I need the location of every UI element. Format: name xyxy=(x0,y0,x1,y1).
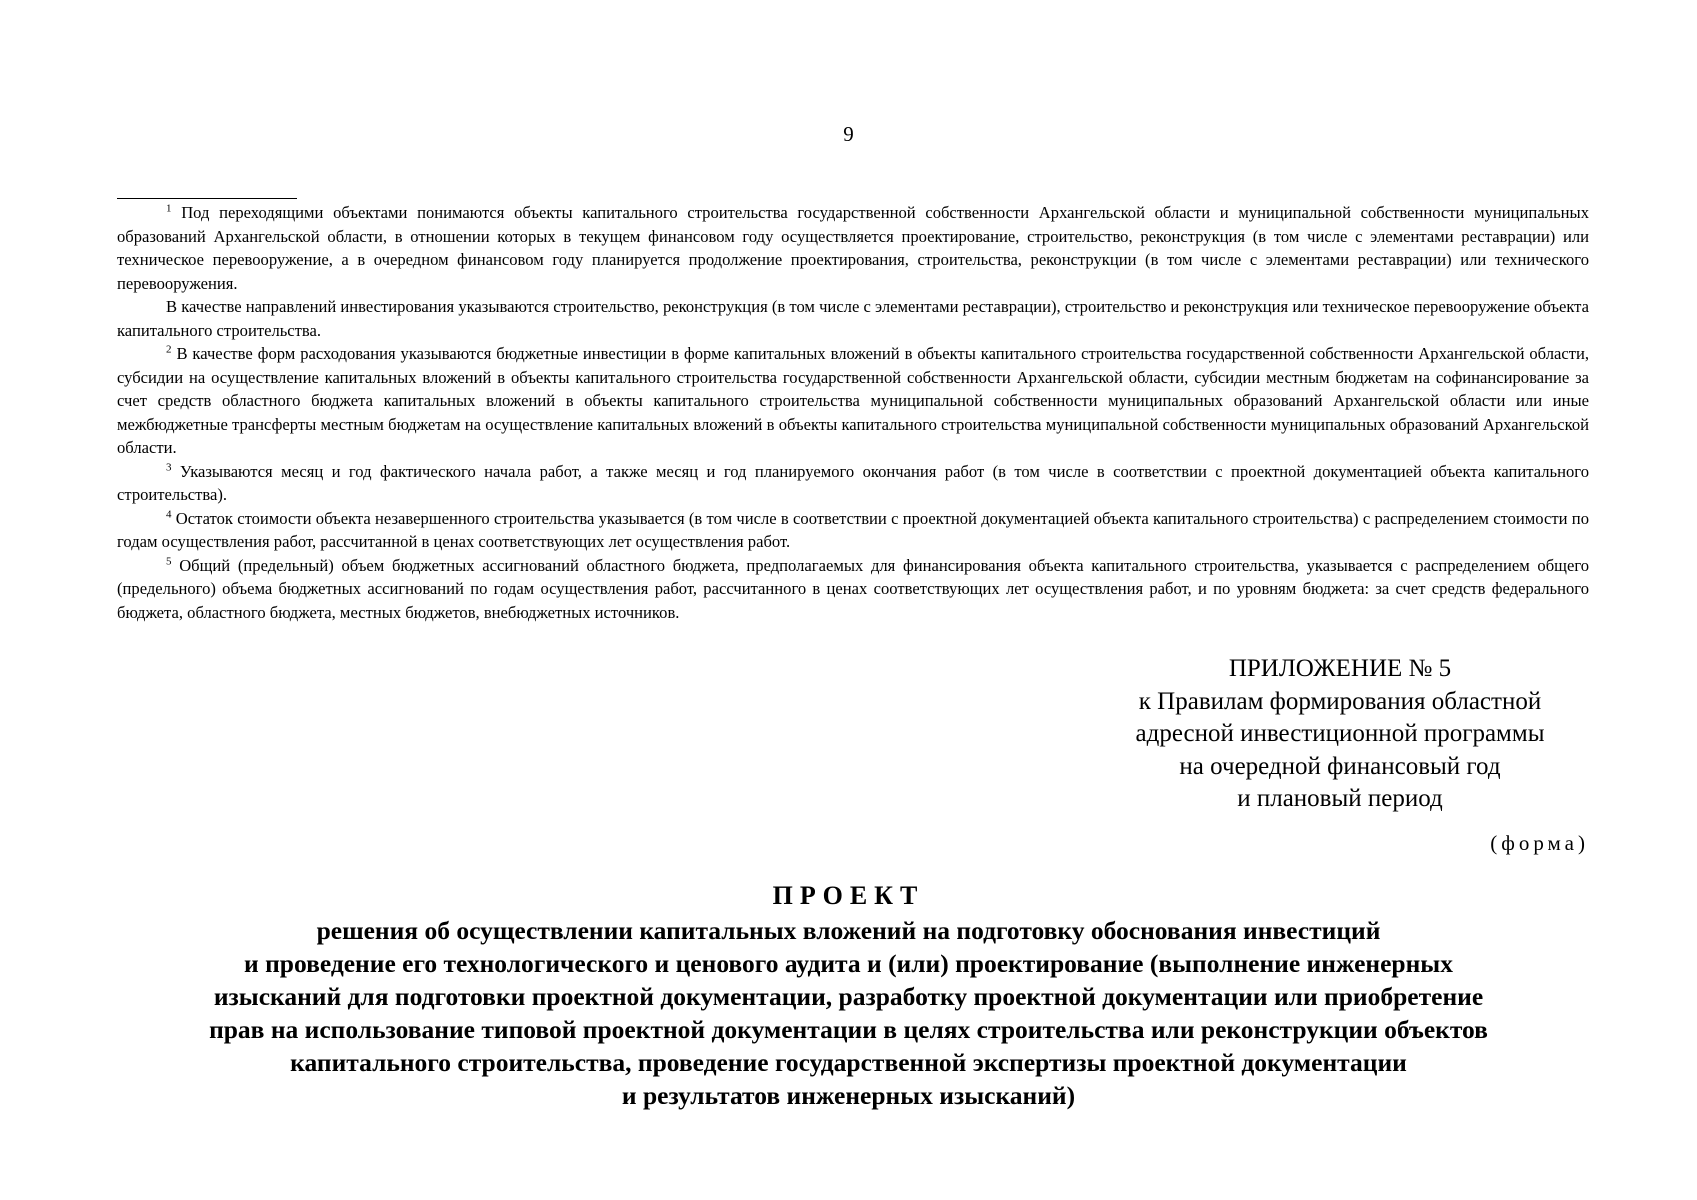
footnote-marker: 1 xyxy=(166,202,172,215)
footnote-text: Общий (предельный) объем бюджетных ассигнований областного бюджета, предполагаемых для финансирования объекта капитального строительства, указывается с распределением общего (предельного) объема бюджетных ассигнований по годам осуществления работ, рассчитанного в ценах соответствующих лет осуществления работ, и по уровням бюджета: за счет средств федерального бюджета, областного бюджета, местных бюджетов, внебюджетных источников. xyxy=(117,555,1590,622)
footnote-5 xyxy=(117,554,1589,625)
footnote-1-continuation xyxy=(117,295,1589,342)
appendix-header xyxy=(1090,653,1590,816)
appendix-line: к Правилам формирования областной xyxy=(1138,687,1542,715)
appendix-title: ПРИЛОЖЕНИЕ № 5 xyxy=(1228,655,1452,682)
project-subtitle xyxy=(100,914,1597,1112)
footnote-marker: 5 xyxy=(166,554,172,567)
project-subtitle-line: изысканий для подготовки проектной документации, разработку проектной документации или приобретение xyxy=(213,982,1484,1011)
footnote-1 xyxy=(117,201,1589,295)
footnote-2 xyxy=(117,342,1589,460)
project-subtitle-line: решения об осуществлении капитальных вложений на подготовку обоснования инвестиций xyxy=(316,916,1381,945)
project-subtitle-line: и результатов инженерных изысканий) xyxy=(621,1081,1076,1110)
project-subtitle-line: и проведение его технологического и ценового аудита и (или) проектирование (выполнение инженерных xyxy=(244,949,1453,978)
footnotes-section xyxy=(117,201,1589,624)
project-subtitle-line: прав на использование типовой проектной документации в целях строительства или реконструкции объектов xyxy=(209,1015,1488,1044)
footnote-separator xyxy=(117,198,297,199)
footnote-marker: 2 xyxy=(166,343,172,356)
footnote-marker: 4 xyxy=(166,507,172,520)
appendix-line: и плановый период xyxy=(1237,785,1443,812)
footnote-text: В качестве направлений инвестирования указываются строительство, реконструкция (в том числе с элементами реставрации), строительство и реконструкция или техническое перевооружение объекта капитального строительства. xyxy=(117,297,1589,340)
footnote-text: В качестве форм расходования указываются бюджетные инвестиции в форме капитальных вложений в объекты капитального строительства государственной собственности Архангельской области, субсидии на осуществление капитальных вложений в объекты капитального строительства государственной собственности Архангельской области, субсидии местным бюджетам на софинансирование за счет средств областного бюджета капитальных вложений в объекты капитального строительства муниципальной собственности муниципальных образований Архангельской области или иные межбюджетные трансферты местным бюджетам на осуществление капитальных вложений в объекты капитального строительства муниципальной собственности муниципальных образований Архангельской области. xyxy=(117,344,1590,457)
footnote-4 xyxy=(117,507,1589,554)
form-label: (форма) xyxy=(1490,831,1589,855)
project-subtitle-line: капитального строительства, проведение государственной экспертизы проектной документации xyxy=(290,1048,1407,1077)
footnote-3 xyxy=(117,460,1589,507)
footnote-marker: 3 xyxy=(166,460,172,473)
footnote-text: Под переходящими объектами понимаются объекты капитального строительства государственной собственности Архангельской области и муниципальной собственности муниципальных образований Архангельской области, в отношении которых в текущем финансовом году осуществляется проектирование, строительство, реконструкция (в том числе с элементами реставрации) или техническое перевооружение, а в очередном финансовом году планируется продолжение проектирования, строительства, реконструкции (в том числе с элементами реставрации) или технического перевооружения. xyxy=(117,203,1589,293)
appendix-line: адресной инвестиционной программы xyxy=(1135,720,1545,747)
footnote-text: Указываются месяц и год фактического начала работ, а также месяц и год планируемого окончания работ (в том числе в соответствии с проектной документацией объекта капитального строительства). xyxy=(117,461,1589,504)
footnote-text: Остаток стоимости объекта незавершенного строительства указывается (в том числе в соответствии с проектной документацией объекта капитального строительства) с распределением стоимости по годам осуществления работ, рассчитанной в ценах соответствующих лет осуществления работ. xyxy=(117,508,1589,551)
page-number: 9 xyxy=(843,122,854,146)
appendix-line: на очередной финансовый год xyxy=(1179,752,1501,780)
project-title: ПРОЕКТ xyxy=(772,881,925,910)
